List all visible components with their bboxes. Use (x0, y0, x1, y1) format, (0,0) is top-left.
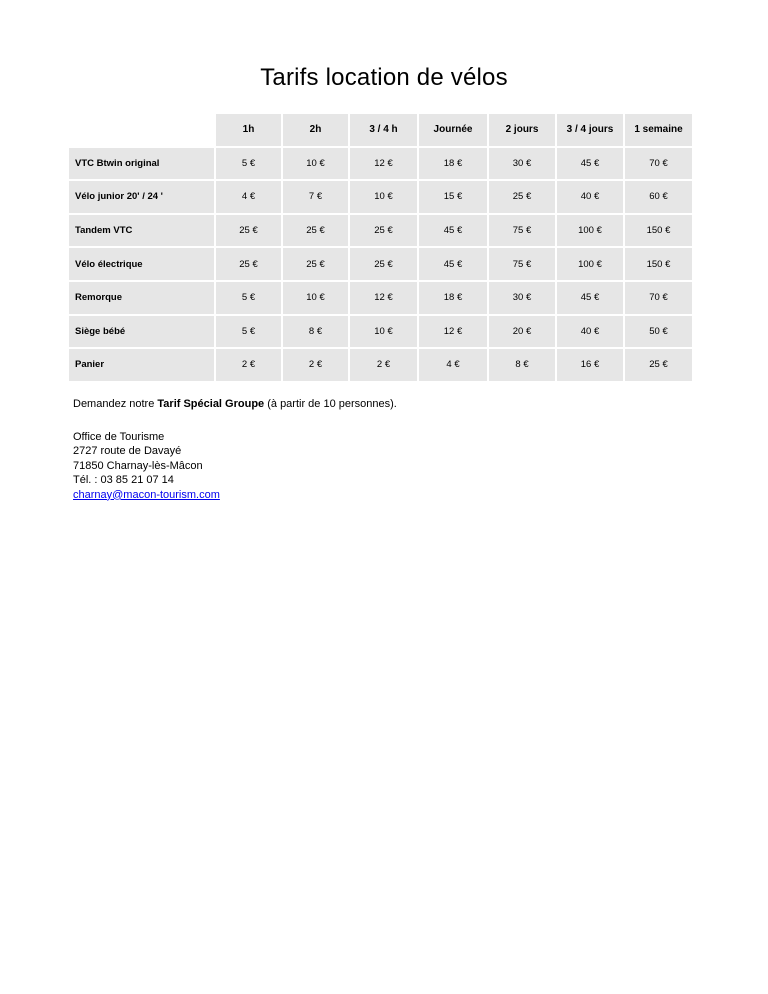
row-label: VTC Btwin original (69, 148, 214, 180)
price-cell: 12 € (350, 282, 417, 314)
table-row (69, 148, 692, 180)
contact-phone: Tél. : 03 85 21 07 14 (73, 474, 174, 487)
table-row (69, 248, 692, 280)
column-header: 1 semaine (625, 114, 692, 146)
row-label: Siège bébé (69, 316, 214, 348)
table-row (69, 181, 692, 213)
row-label: Vélo junior 20' / 24 ' (69, 181, 214, 213)
table-header-row (69, 114, 692, 146)
price-cell: 75 € (489, 215, 555, 247)
note-emphasis: Tarif Spécial Groupe (157, 398, 265, 410)
price-cell: 100 € (557, 215, 623, 247)
column-header: 3 / 4 h (350, 114, 417, 146)
price-cell: 25 € (283, 248, 348, 280)
price-cell: 8 € (283, 316, 348, 348)
column-header: 1h (216, 114, 281, 146)
price-cell: 45 € (419, 215, 487, 247)
price-cell: 100 € (557, 248, 623, 280)
price-cell: 10 € (350, 181, 417, 213)
contact-block (73, 430, 220, 502)
table-row (69, 316, 692, 348)
column-header: 2h (283, 114, 348, 146)
column-header: Journée (419, 114, 487, 146)
price-cell: 25 € (350, 215, 417, 247)
price-cell: 4 € (216, 181, 281, 213)
price-cell: 12 € (419, 316, 487, 348)
price-cell: 25 € (489, 181, 555, 213)
price-cell: 70 € (625, 148, 692, 180)
price-cell: 45 € (557, 282, 623, 314)
row-label: Panier (69, 349, 214, 381)
table-row (69, 282, 692, 314)
price-cell: 20 € (489, 316, 555, 348)
price-cell: 25 € (283, 215, 348, 247)
price-cell: 8 € (489, 349, 555, 381)
price-cell: 18 € (419, 282, 487, 314)
column-header: 3 / 4 jours (557, 114, 623, 146)
price-cell: 4 € (419, 349, 487, 381)
price-cell: 30 € (489, 282, 555, 314)
price-cell: 10 € (283, 282, 348, 314)
price-cell: 7 € (283, 181, 348, 213)
page-title: Tarifs location de vélos (260, 64, 508, 91)
contact-email-link[interactable]: charnay@macon-tourism.com (73, 488, 220, 501)
price-cell: 10 € (350, 316, 417, 348)
price-cell: 15 € (419, 181, 487, 213)
price-cell: 5 € (216, 148, 281, 180)
row-label: Remorque (69, 282, 214, 314)
rates-table-body (69, 148, 692, 381)
price-cell: 45 € (557, 148, 623, 180)
price-cell: 25 € (216, 248, 281, 280)
price-cell: 5 € (216, 316, 281, 348)
price-cell: 60 € (625, 181, 692, 213)
contact-name: Office de Tourisme (73, 431, 165, 443)
price-cell: 40 € (557, 181, 623, 213)
price-cell: 12 € (350, 148, 417, 180)
note-suffix: (à partir de 10 personnes). (264, 398, 397, 410)
price-cell: 150 € (625, 215, 692, 247)
row-label: Tandem VTC (69, 215, 214, 247)
table-row (69, 215, 692, 247)
price-cell: 2 € (216, 349, 281, 381)
header-corner (69, 114, 214, 146)
note-prefix: Demandez notre (73, 398, 158, 410)
price-cell: 50 € (625, 316, 692, 348)
group-rate-note (73, 398, 397, 410)
price-cell: 25 € (350, 248, 417, 280)
price-cell: 45 € (419, 248, 487, 280)
price-cell: 5 € (216, 282, 281, 314)
price-cell: 2 € (283, 349, 348, 381)
price-cell: 25 € (625, 349, 692, 381)
column-header: 2 jours (489, 114, 555, 146)
contact-street: 2727 route de Davayé (73, 445, 182, 458)
row-label: Vélo électrique (69, 248, 214, 280)
price-cell: 75 € (489, 248, 555, 280)
price-cell: 40 € (557, 316, 623, 348)
price-cell: 16 € (557, 349, 623, 381)
contact-city: 71850 Charnay-lès-Mâcon (73, 459, 203, 472)
price-cell: 18 € (419, 148, 487, 180)
price-cell: 25 € (216, 215, 281, 247)
table-row (69, 349, 692, 381)
price-cell: 70 € (625, 282, 692, 314)
price-cell: 10 € (283, 148, 348, 180)
price-cell: 150 € (625, 248, 692, 280)
price-cell: 30 € (489, 148, 555, 180)
rates-table (67, 112, 694, 383)
price-cell: 2 € (350, 349, 417, 381)
